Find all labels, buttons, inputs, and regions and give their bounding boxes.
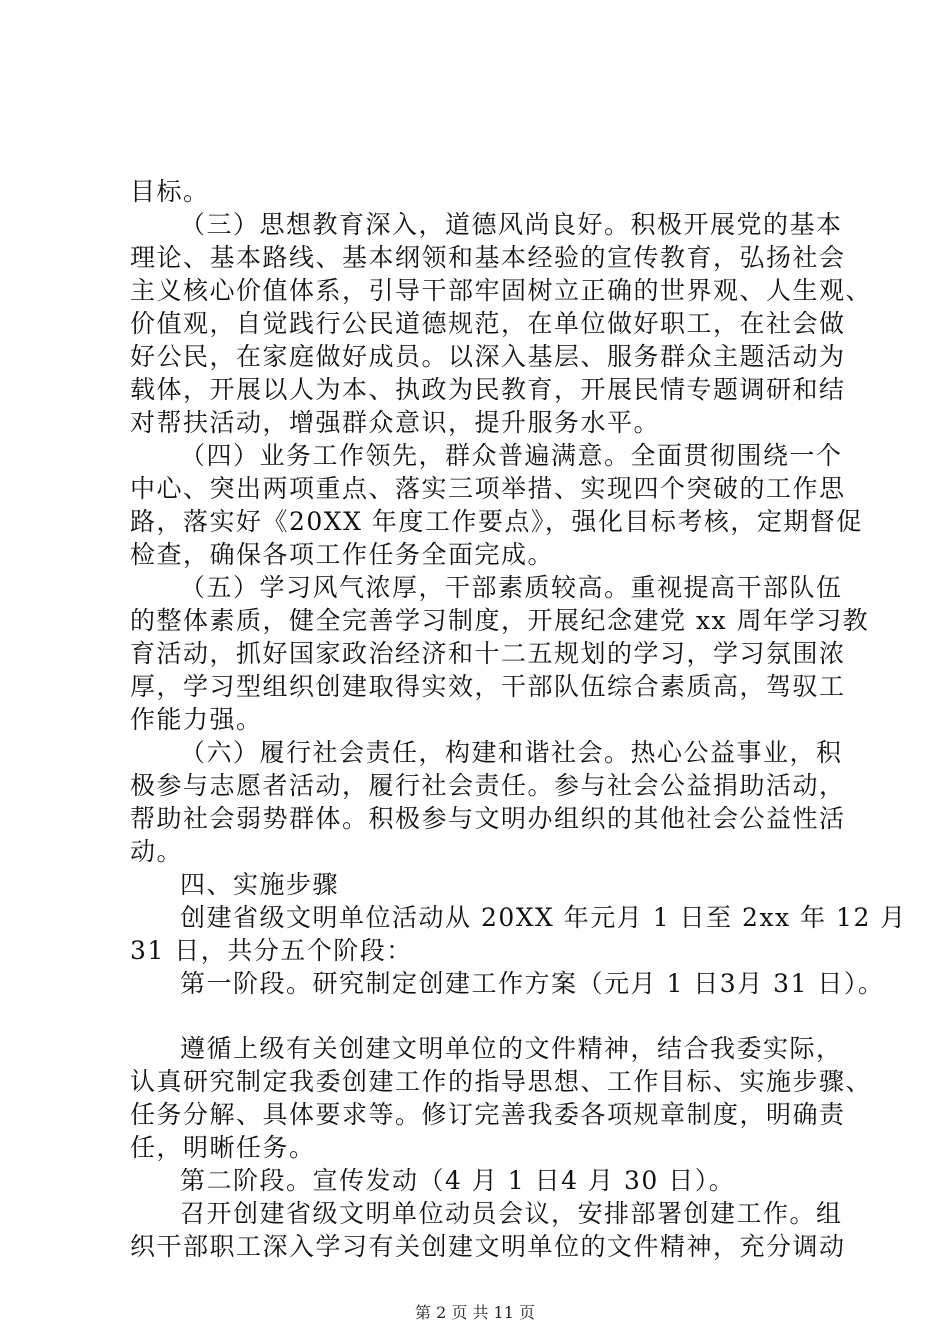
- text-line: 载体，开展以人为本、执政为民教育，开展民情专题调研和结: [130, 375, 846, 404]
- text-line: 中心、突出两项重点、落实三项举措、实现四个突破的工作思: [130, 474, 846, 503]
- text-line: 创建省级文明单位活动从 20XX 年元月 1 日至 2xx 年 12 月: [180, 903, 907, 932]
- text-line: 任，明晰任务。: [130, 1133, 316, 1162]
- section-heading: 四、实施步骤: [180, 870, 340, 899]
- text-line: 主义核心价值体系，引导干部牢固树立正确的世界观、人生观、: [130, 276, 873, 305]
- text-line: 育活动，抓好国家政治经济和十二五规划的学习，学习氛围浓: [130, 639, 846, 668]
- text-line: 召开创建省级文明单位动员会议，安排部署创建工作。组: [180, 1199, 843, 1228]
- text-line: 动。: [130, 837, 184, 866]
- text-line: 第二阶段。宣传发动（4 月 1 日4 月 30 日）。: [180, 1166, 736, 1195]
- text-line: 第一阶段。研究制定创建工作方案（元月 1 日3月 31 日）。: [180, 969, 885, 998]
- text-line: 路，落实好《20XX 年度工作要点》，强化目标考核，定期督促: [130, 507, 863, 536]
- text-line: 目标。: [130, 177, 210, 206]
- text-line: 厚，学习型组织创建取得实效，干部队伍综合素质高，驾驭工: [130, 672, 846, 701]
- text-line: （五）学习风气浓厚，干部素质较高。重视提高干部队伍: [180, 573, 843, 602]
- text-line: 价值观，自觉践行公民道德规范，在单位做好职工，在社会做: [130, 309, 846, 338]
- page-footer: 第 2 页 共 11 页: [415, 1303, 535, 1322]
- text-line: 31 日，共分五个阶段：: [130, 936, 413, 965]
- text-line: 理论、基本路线、基本纲领和基本经验的宣传教育，弘扬社会: [130, 243, 846, 272]
- text-line: 检查，确保各项工作任务全面完成。: [130, 540, 555, 569]
- text-line: （四）业务工作领先，群众普遍满意。全面贯彻围绕一个: [180, 441, 843, 470]
- text-line: 对帮扶活动，增强群众意识，提升服务水平。: [130, 408, 661, 437]
- text-line: 任务分解、具体要求等。修订完善我委各项规章制度，明确责: [130, 1100, 846, 1129]
- text-line: 的整体素质，健全完善学习制度，开展纪念建党 xx 周年学习教: [130, 606, 870, 635]
- text-line: 遵循上级有关创建文明单位的文件精神，结合我委实际，: [180, 1034, 843, 1063]
- text-line: 织干部职工深入学习有关创建文明单位的文件精神，充分调动: [130, 1232, 846, 1261]
- text-line: （六）履行社会责任，构建和谐社会。热心公益事业，积: [180, 738, 843, 767]
- text-line: 好公民，在家庭做好成员。以深入基层、服务群众主题活动为: [130, 342, 846, 371]
- text-line: （三）思想教育深入，道德风尚良好。积极开展党的基本: [180, 210, 843, 239]
- text-line: 作能力强。: [130, 705, 263, 734]
- text-line: 帮助社会弱势群体。积极参与文明办组织的其他社会公益性活: [130, 804, 846, 833]
- text-line: 极参与志愿者活动，履行社会责任。参与社会公益捐助活动，: [130, 771, 846, 800]
- text-line: 认真研究制定我委创建工作的指导思想、工作目标、实施步骤、: [130, 1067, 873, 1096]
